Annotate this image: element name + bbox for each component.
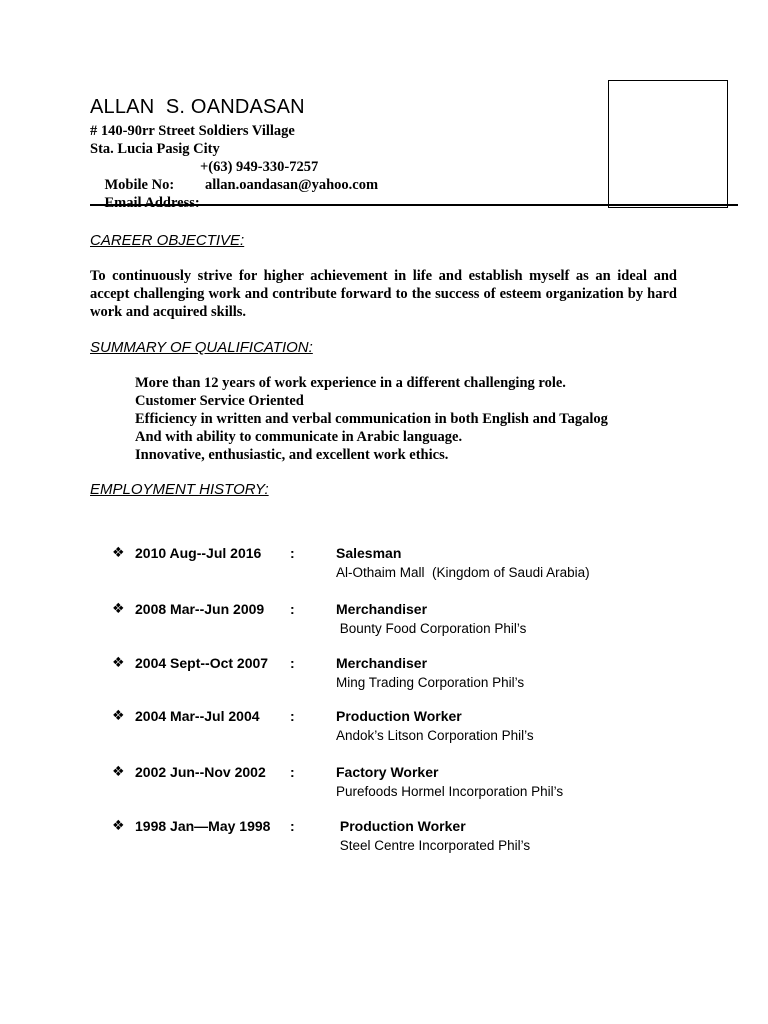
job-title: Production Worker [336,818,466,834]
diamond-bullet-icon: ❖ [112,708,125,724]
job-separator: : [290,708,295,724]
summary-heading: SUMMARY OF QUALIFICATION: [90,339,313,356]
career-objective-text: To continuously strive for higher achievement in life and establish myself as an ideal and accept challenging work and contribute forward to the success of esteem organization by hard work and acquired skills. [90,268,677,320]
email-label: Email Address: [104,195,200,211]
job-separator: : [290,655,295,671]
qualification-item: And with ability to communicate in Arabic language. [135,429,463,445]
job-entry [112,601,712,641]
job-company: Ming Trading Corporation Phil’s [336,675,525,690]
job-date: 2004 Sept--Oct 2007 [135,655,269,671]
qualification-item: Innovative, enthusiastic, and excellent work ethics. [135,447,449,463]
diamond-bullet-icon: ❖ [112,818,125,834]
qualification-item: Efficiency in written and verbal communication in both English and Tagalog [135,411,608,427]
job-date: 2010 Aug--Jul 2016 [135,545,262,561]
photo-placeholder [608,80,728,208]
diamond-bullet-icon: ❖ [112,601,125,617]
address-line-2: Sta. Lucia Pasig City [90,141,220,157]
job-entry [112,545,712,585]
email-value: allan.oandasan@yahoo.com [205,177,379,193]
job-entry [112,818,712,858]
job-separator: : [290,601,295,617]
job-company: Andok’s Litson Corporation Phil’s [336,728,534,743]
applicant-name: ALLAN S. OANDASAN [90,96,305,118]
job-date: 2002 Jun--Nov 2002 [135,764,266,780]
employment-heading: EMPLOYMENT HISTORY: [90,481,269,498]
job-title: Salesman [336,545,402,561]
mobile-value: +(63) 949-330-7257 [200,159,319,175]
job-entry [112,708,712,748]
qualification-item: Customer Service Oriented [135,393,304,409]
address-line-1: # 140-90rr Street Soldiers Village [90,123,295,139]
qualification-item: More than 12 years of work experience in a different challenging role. [135,375,566,391]
job-company: Purefoods Hormel Incorporation Phil’s [336,784,564,799]
job-entry [112,764,712,804]
job-entry [112,655,712,695]
diamond-bullet-icon: ❖ [112,655,125,671]
job-title: Merchandiser [336,655,428,671]
job-date: 1998 Jan—May 1998 [135,818,271,834]
qualification-list [135,374,608,464]
job-title: Factory Worker [336,764,439,780]
diamond-bullet-icon: ❖ [112,545,125,561]
job-title: Merchandiser [336,601,428,617]
diamond-bullet-icon: ❖ [112,764,125,780]
job-separator: : [290,764,295,780]
career-objective-heading: CAREER OBJECTIVE: [90,232,245,249]
job-company: Steel Centre Incorporated Phil’s [336,838,531,853]
job-separator: : [290,818,295,834]
job-separator: : [290,545,295,561]
job-company: Bounty Food Corporation Phil’s [336,621,527,636]
mobile-label: Mobile No: [104,177,175,193]
job-date: 2004 Mar--Jul 2004 [135,708,260,724]
header-divider [90,204,738,206]
job-company: Al-Othaim Mall (Kingdom of Saudi Arabia) [336,565,590,580]
job-date: 2008 Mar--Jun 2009 [135,601,265,617]
job-title: Production Worker [336,708,462,724]
